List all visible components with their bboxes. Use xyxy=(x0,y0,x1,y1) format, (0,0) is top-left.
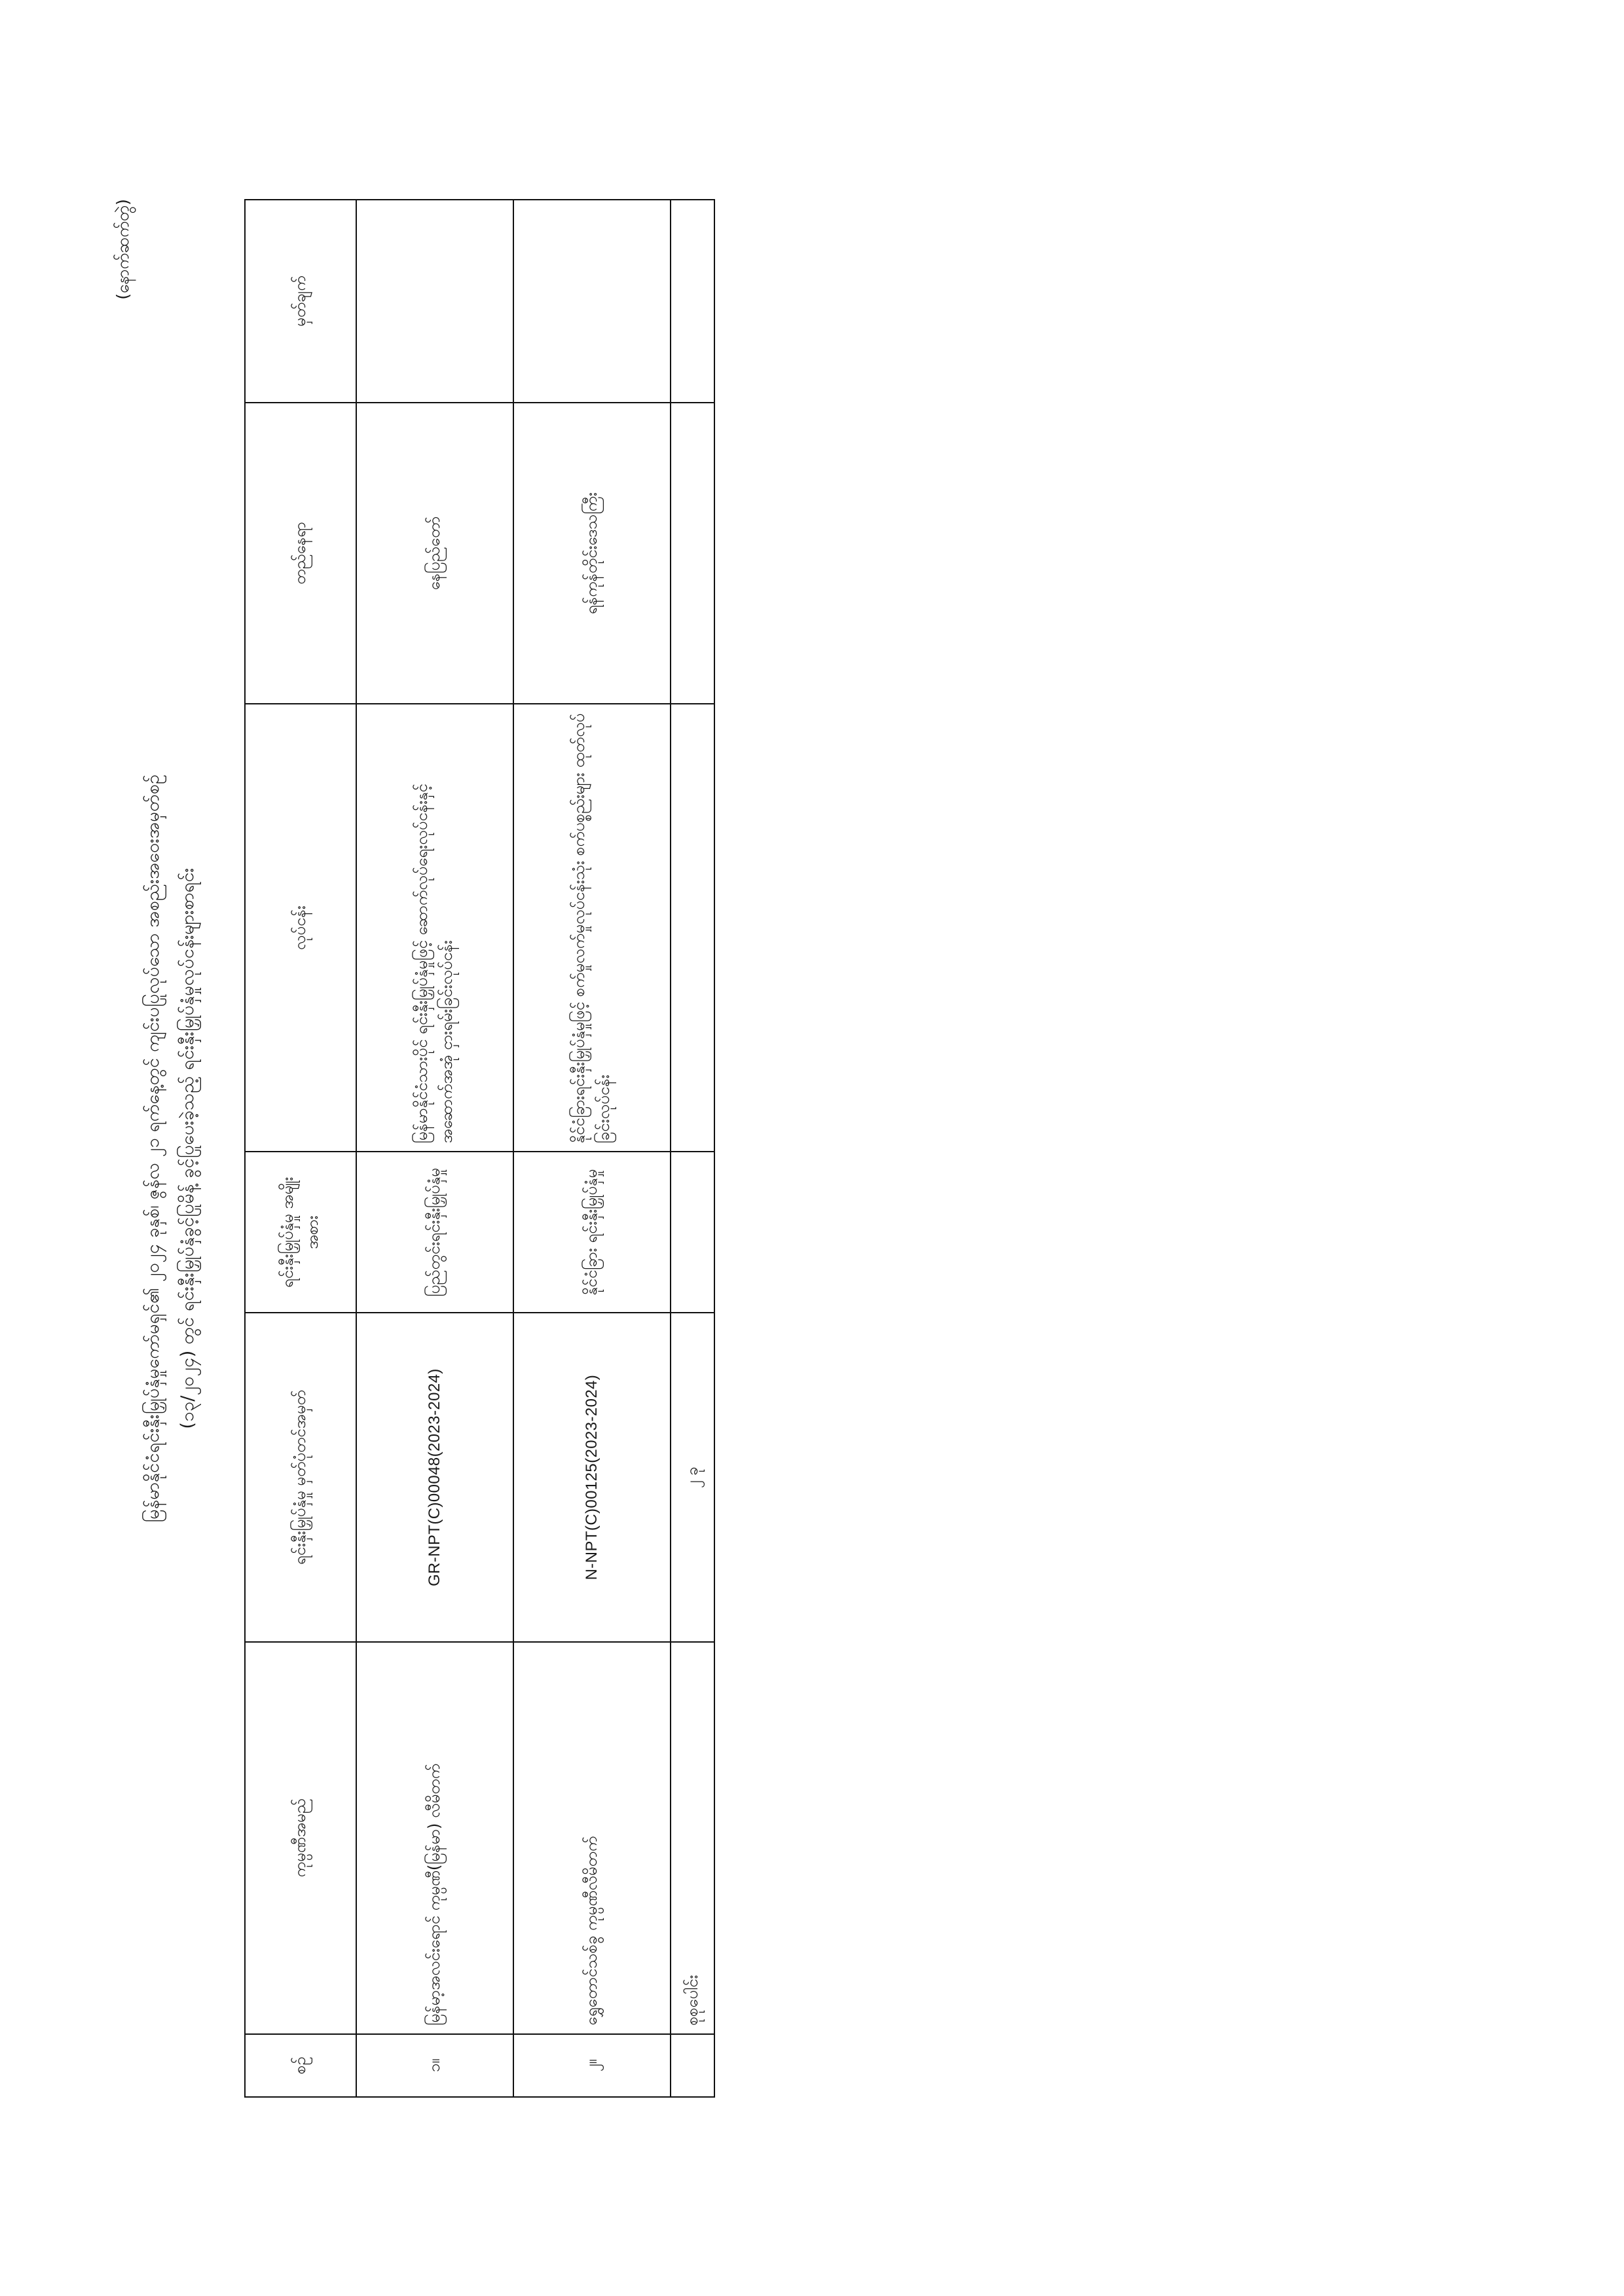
cell-remark xyxy=(513,200,671,403)
table-header-row xyxy=(245,200,356,2097)
table-header xyxy=(245,200,356,2097)
total-no-cell xyxy=(671,2033,714,2096)
total-remark-cell xyxy=(671,200,714,403)
cell-remark xyxy=(356,200,513,403)
document-heading xyxy=(138,160,204,2137)
heading-line-1: မြန်မာနိုင်ငံရင်းနှီးမြှုပ်နှံမှုကော်မရှင်၏ ၂၀၂၄ ခုနှစ်၊ ဇွန်လ ၂၁ ရက်နေ့တွင် ကျင်းပပြုလုပ်သော အစည်းအဝေးအမှတ်စဉ် xyxy=(143,774,163,1522)
heading-line-2: (၁၃/၂၀၂၄) တွင် ရင်းနှီးမြှုပ်နှံခွင့်ပြုမိန့် ခွင့်ပြုပေးခဲ့သည့် ရင်းနှီးမြှုပ်နှံမှုလုပ်ငန်းများစာရင်း xyxy=(177,867,198,1429)
table-body xyxy=(356,200,714,2097)
column-header-reg-no: ရင်းနှီးမြှုပ်နှံမှု မှတ်ပုံတင်အမှတ် xyxy=(245,1313,356,1642)
total-type-cell xyxy=(671,1152,714,1313)
table-row xyxy=(356,200,513,2097)
cell-business: နိုင်ငံခြားရင်းနှီးမြှုပ်နှံမှုဖြင့် စက်မှုလက်မှုလုပ်ငန်းသုံး စက်ပစ္စည်းများ ထုတ်လုပ်ခြင်းလုပ်ငန်း xyxy=(513,703,671,1151)
cell-company: ရွှေတောင်သစ်ခွ ကုမ္ပဏီလီမိတက် xyxy=(513,1641,671,2033)
investment-projects-table xyxy=(244,199,715,2098)
cell-type: နိုင်ငံခြား ရင်းနှီးမြှုပ်နှံမှု xyxy=(513,1152,671,1313)
cell-no: ၁။ xyxy=(356,2033,513,2096)
total-loc-cell xyxy=(671,403,714,704)
rotated-document-body xyxy=(98,101,1526,2196)
total-biz-cell xyxy=(671,703,714,1151)
annex-label: (နောက်ဆက်တွဲ) xyxy=(113,198,132,300)
column-header-type: ရင်းနှီးမြှုပ်နှံမှု အမျိုးအစား xyxy=(245,1152,356,1313)
column-header-location: တည်နေရာ xyxy=(245,403,356,704)
cell-location: ရန်ကုန်တိုင်းဒေသကြီး xyxy=(513,403,671,704)
total-value-cell: ၂ ခု xyxy=(671,1313,714,1642)
cell-business: မြန်မာနိုင်ငံသားပိုင် ရင်းနှီးမြှုပ်နှံမှုဖြင့် ဆောက်လုပ်ရေးလုပ်ငန်းနှင့် အဆောက်အအုံ ငှားရမ်းခြင်းလုပ်ငန်း xyxy=(356,703,513,1151)
column-header-remark: မှတ်ချက် xyxy=(245,200,356,403)
column-header-business: လုပ်ငန်း xyxy=(245,703,356,1151)
cell-location: နေပြည်တော် xyxy=(356,403,513,704)
table-row xyxy=(513,200,671,2097)
document-inner xyxy=(98,101,1526,2196)
column-header-company: ကုမ္ပဏီအမည် xyxy=(245,1641,356,2033)
cell-type: ပြည်တွင်းရင်းနှီးမြှုပ်နှံမှု xyxy=(356,1152,513,1313)
total-label-cell: စုစုပေါင်း xyxy=(671,1641,714,2033)
cell-company: မြန်မာ့အလင်းရောင် ကုမ္ပဏီ(မြန်မာ) လီမိတက် xyxy=(356,1641,513,2033)
column-header-no: စဉ် xyxy=(245,2033,356,2096)
table-total-row xyxy=(671,200,714,2097)
cell-reg-no: GR-NPT(C)00048(2023-2024) xyxy=(356,1313,513,1642)
cell-no: ၂။ xyxy=(513,2033,671,2096)
cell-reg-no: N-NPT(C)00125(2023-2024) xyxy=(513,1313,671,1642)
